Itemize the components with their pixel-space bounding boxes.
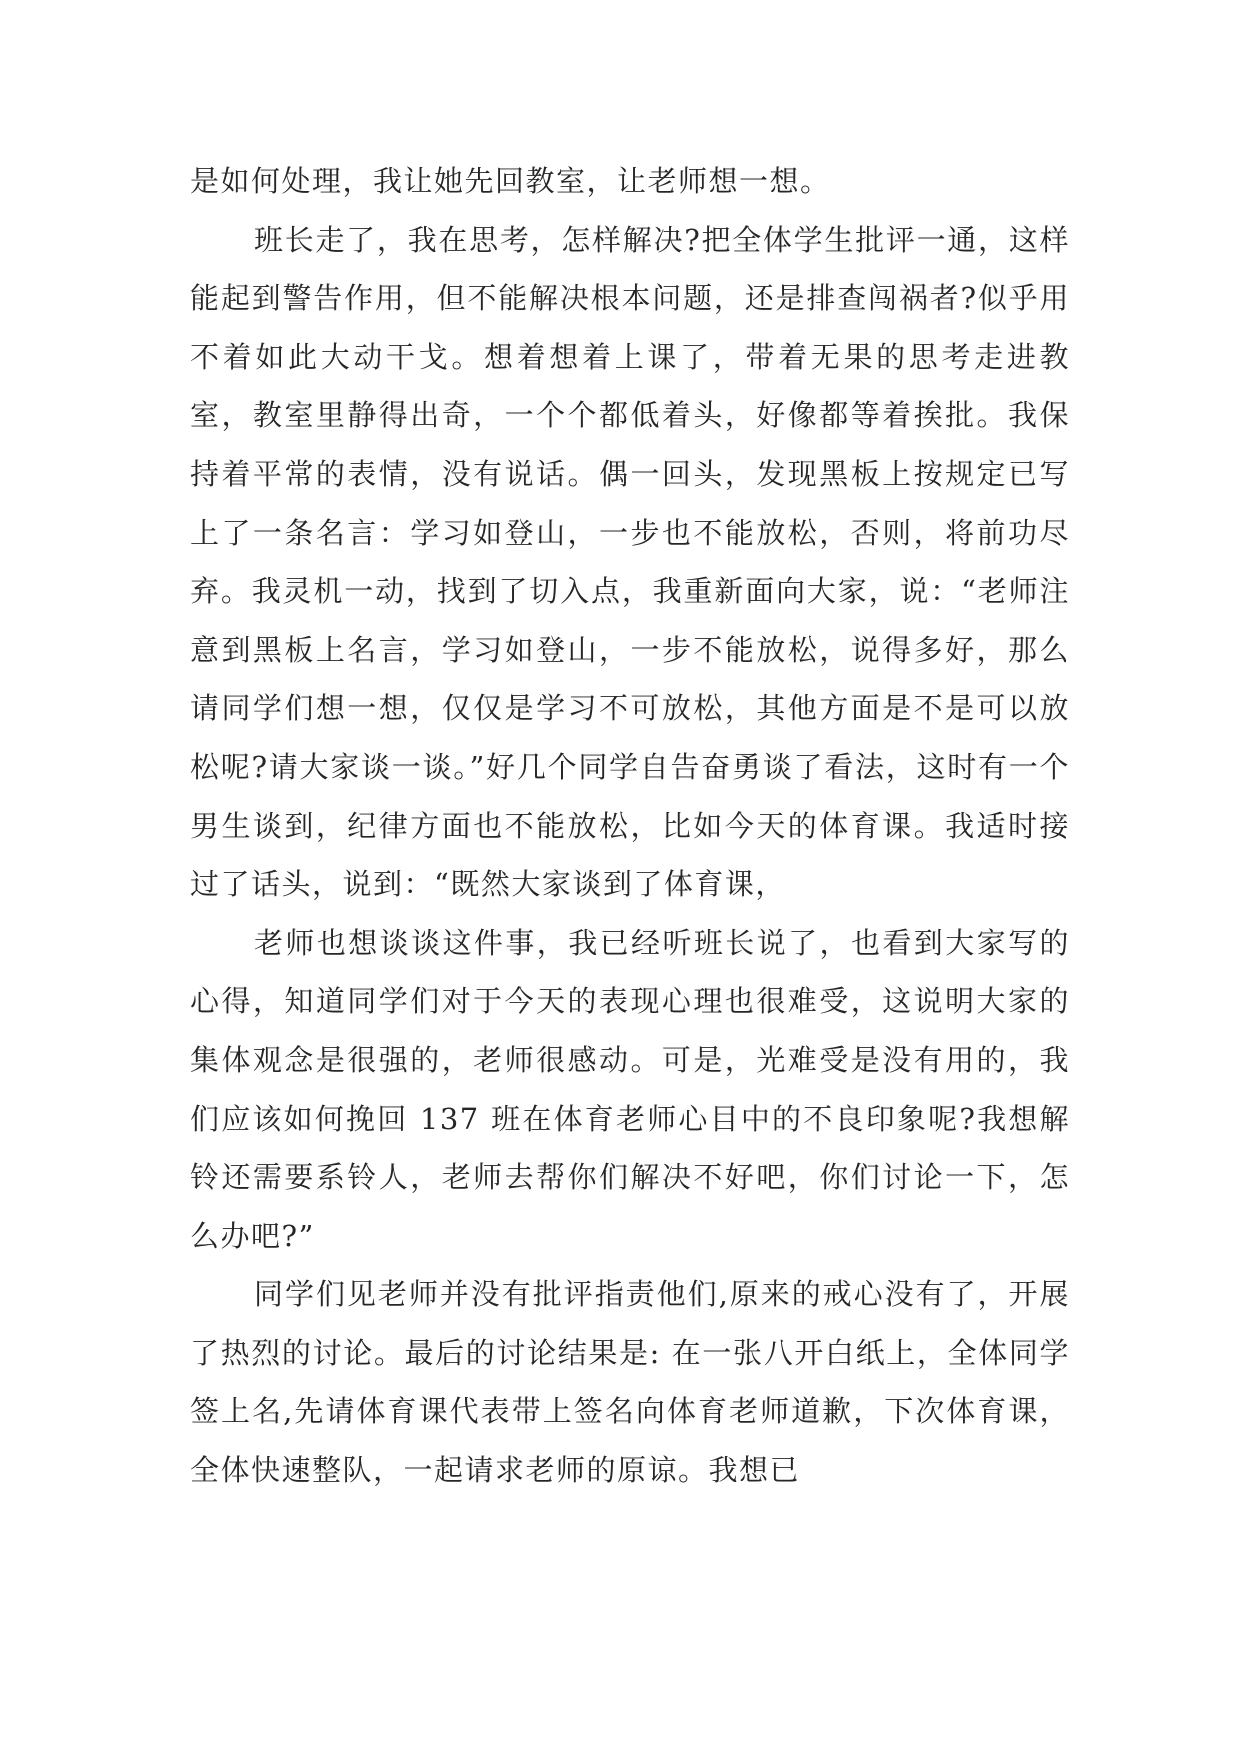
paragraph-1: 是如何处理，我让她先回教室，让老师想一想。 (190, 164, 831, 198)
paragraph-4: 同学们见老师并没有批评指责他们,原来的戒心没有了，开展了热烈的讨论。最后的讨论结果是: 在一张八开白纸上，全体同学签上名,先请体育课代表带上签名向体育老师道歉，下次体育课，全体快速整队，一起请求老师的原谅。我想已 (190, 1277, 1070, 1488)
paragraph-3: 老师也想谈谈这件事，我已经听班长说了，也看到大家写的心得，知道同学们对于今天的表现心理也很难受，这说明大家的集体观念是很强的，老师很感动。可是，光难受是没有用的，我们应该如何挽回 137 班在体育老师心目中的不良印象呢?我想解铃还需要系铃人，老师去帮你们解决不好吧，你们讨论一下，怎么办吧?” (190, 925, 1070, 1253)
paragraph-2: 班长走了，我在思考，怎样解决?把全体学生批评一通，这样能起到警告作用，但不能解决根本问题，还是排查闯祸者?似乎用不着如此大动干戈。想着想着上课了，带着无果的思考走进教室，教室里静得出奇，一个个都低着头，好像都等着挨批。我保持着平常的表情，没有说话。偶一回头，发现黑板上按规定已写上了一条名言：学习如登山，一步也不能放松，否则，将前功尽弃。我灵机一动，找到了切入点，我重新面向大家，说：“老师注意到黑板上名言，学习如登山，一步不能放松，说得多好，那么请同学们想一想，仅仅是学习不可放松，其他方面是不是可以放松呢?请大家谈一谈。”好几个同学自告奋勇谈了看法，这时有一个男生谈到，纪律方面也不能放松，比如今天的体育课。我适时接过了话头，说到：“既然大家谈到了体育课， (190, 222, 1070, 902)
document-body (190, 152, 1070, 1500)
